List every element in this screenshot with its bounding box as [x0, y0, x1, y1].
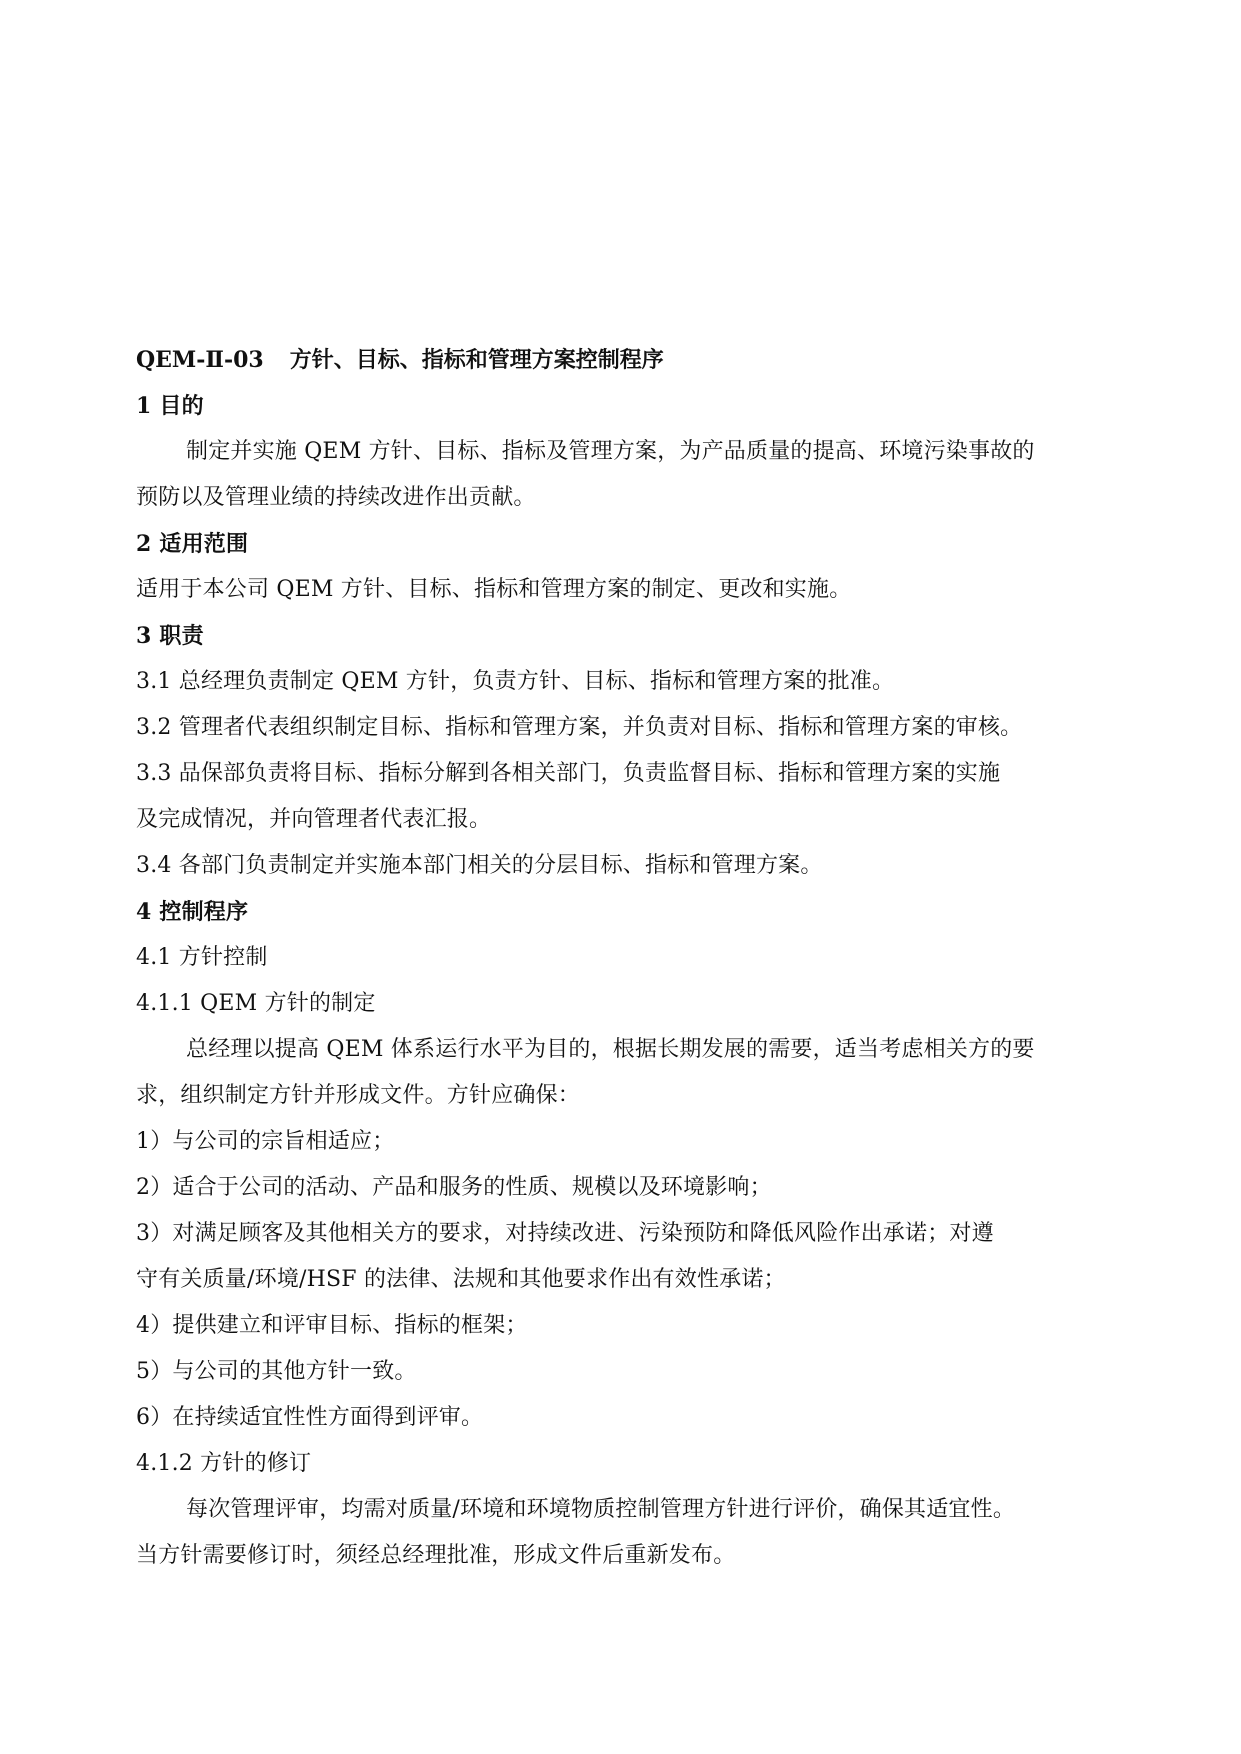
section-heading: 2 适用范围	[136, 531, 249, 557]
paragraph-line: 2）适合于公司的活动、产品和服务的性质、规模以及环境影响；	[136, 1175, 772, 1200]
paragraph-line: 3）对满足顾客及其他相关方的要求，对持续改进、污染预防和降低风险作出承诺；对遵	[136, 1221, 994, 1246]
section-heading: 1 目的	[136, 393, 204, 419]
paragraph-line: 每次管理评审，均需对质量/环境和环境物质控制管理方针进行评价，确保其适宜性。	[186, 1497, 1016, 1522]
section-heading: 4 控制程序	[136, 899, 249, 925]
section-heading: 3 职责	[136, 623, 204, 649]
paragraph-line: 求，组织制定方针并形成文件。方针应确保：	[136, 1083, 581, 1108]
paragraph-line: 4.1 方针控制	[136, 945, 268, 970]
document-title	[136, 337, 1116, 383]
paragraph-line: 预防以及管理业绩的持续改进作出贡献。	[136, 485, 536, 510]
paragraph-line: 3.4 各部门负责制定并实施本部门相关的分层目标、指标和管理方案。	[136, 853, 823, 878]
paragraph-line: 及完成情况，并向管理者代表汇报。	[136, 807, 492, 832]
document-title-text: 方针、目标、指标和管理方案控制程序	[289, 347, 664, 373]
document-body	[136, 337, 1116, 1579]
paragraph-line: 守有关质量/环境/HSF 的法律、法规和其他要求作出有效性承诺；	[136, 1267, 786, 1292]
document-lines	[136, 383, 1116, 1579]
paragraph-line: 4.1.1 QEM 方针的制定	[136, 991, 376, 1016]
document-code: QEM-Ⅱ-03	[136, 347, 264, 373]
paragraph-line: 5）与公司的其他方针一致。	[136, 1359, 417, 1384]
paragraph-line: 制定并实施 QEM 方针、目标、指标及管理方案，为产品质量的提高、环境污染事故的	[186, 439, 1035, 464]
paragraph-line: 6）在持续适宜性性方面得到评审。	[136, 1405, 484, 1430]
paragraph-line: 1）与公司的宗旨相适应；	[136, 1129, 395, 1154]
paragraph-line: 4）提供建立和评审目标、指标的框架；	[136, 1313, 528, 1338]
paragraph-line: 3.1 总经理负责制定 QEM 方针，负责方针、目标、指标和管理方案的批准。	[136, 669, 895, 694]
paragraph-line: 4.1.2 方针的修订	[136, 1451, 312, 1476]
paragraph-line: 3.2 管理者代表组织制定目标、指标和管理方案，并负责对目标、指标和管理方案的审核。	[136, 715, 1023, 740]
paragraph-line: 当方针需要修订时，须经总经理批准，形成文件后重新发布。	[136, 1543, 736, 1568]
paragraph-line: 3.3 品保部负责将目标、指标分解到各相关部门，负责监督目标、指标和管理方案的实施	[136, 761, 1001, 786]
paragraph-line: 适用于本公司 QEM 方针、目标、指标和管理方案的制定、更改和实施。	[136, 577, 852, 602]
paragraph-line: 总经理以提高 QEM 体系运行水平为目的，根据长期发展的需要，适当考虑相关方的要	[186, 1037, 1035, 1062]
